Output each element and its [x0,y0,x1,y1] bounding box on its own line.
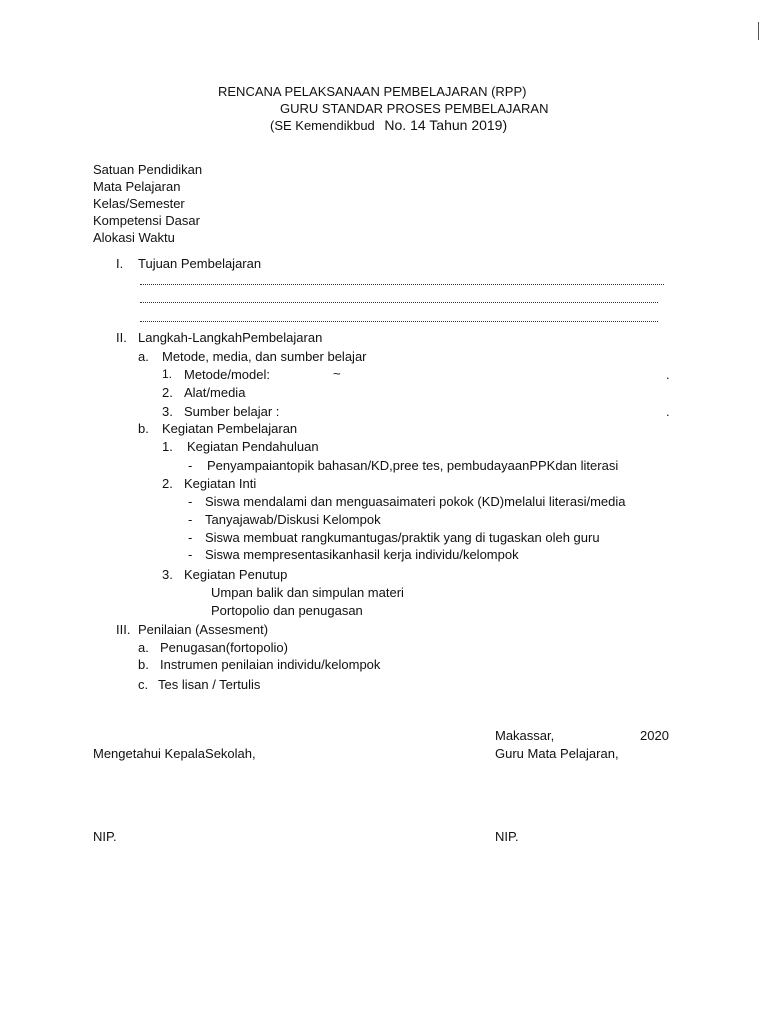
doc-subtitle: GURU STANDAR PROSES PEMBELAJARAN [280,101,549,116]
bullet-dash: - [188,512,193,527]
media-number: 2. [162,385,173,400]
bullet-dash: - [188,530,193,545]
section1-number: I. [116,256,124,271]
identity-time: Alokasi Waktu [93,230,175,245]
assessment-c-letter: c. [138,677,149,692]
signature-place: Makassar, [495,728,555,743]
core-title: Kegiatan Inti [184,476,257,491]
reference-prefix: (SE Kemendikbud [270,118,375,133]
assessment-b-letter: b. [138,657,149,672]
opening-number: 1. [162,439,173,454]
teacher-title: Guru Mata Pelajaran, [495,746,619,761]
principal-nip: NIP. [93,829,117,844]
bullet-dash: - [188,494,193,509]
media-label: Alat/media [184,385,246,400]
closing-item-1: Umpan balik dan simpulan materi [211,585,404,600]
section1-title: Tujuan Pembelajaran [138,256,262,271]
teacher-nip: NIP. [495,829,519,844]
section2-number: II. [116,330,127,345]
closing-title: Kegiatan Penutup [184,567,288,582]
closing-number: 3. [162,567,173,582]
assessment-b-text: Instrumen penilaian individu/kelompok [160,657,381,672]
reference-number: No. 14 Tahun 2019) [384,117,508,133]
core-item-1: Siswa mendalami dan menguasaimateri pokok (KD)melalui literasi/media [205,494,626,509]
section2b-letter: b. [138,421,149,436]
bullet-dash: - [188,547,193,562]
signature-year: 2020 [640,728,669,743]
dotted-line-2 [140,302,658,303]
method-tilde: ~ [333,366,341,381]
section2b-title: Kegiatan Pembelajaran [162,421,298,436]
dotted-line-3 [140,321,658,322]
core-item-2: Tanyajawab/Diskusi Kelompok [205,512,381,527]
bullet-dash: - [188,458,193,473]
opening-title: Kegiatan Pendahuluan [187,439,319,454]
principal-title: Mengetahui KepalaSekolah, [93,746,256,761]
section2a-letter: a. [138,349,149,364]
assessment-c-text: Tes lisan / Tertulis [158,677,261,692]
assessment-a-text: Penugasan(fortopolio) [160,640,288,655]
text-cursor-mark [758,22,759,40]
identity-school: Satuan Pendidikan [93,162,203,177]
opening-item: Penyampaiantopik bahasan/KD,pree tes, pembudayaanPPKdan literasi [207,458,619,473]
source-label: Sumber belajar : [184,404,280,419]
section2-title: Langkah-LangkahPembelajaran [138,330,323,345]
section3-title: Penilaian (Assesment) [138,622,269,637]
core-number: 2. [162,476,173,491]
doc-title: RENCANA PELAKSANAAN PEMBELAJARAN (RPP) [218,84,527,99]
source-end-dot: . [666,404,670,419]
method-end-dot: . [666,367,670,382]
identity-subject: Mata Pelajaran [93,179,181,194]
closing-item-2: Portopolio dan penugasan [211,603,363,618]
identity-class: Kelas/Semester [93,196,185,211]
doc-reference [270,118,507,133]
core-item-3: Siswa membuat rangkumantugas/praktik yang di tugaskan oleh guru [205,530,600,545]
method-number: 1. [162,367,173,381]
identity-competency: Kompetensi Dasar [93,213,200,228]
section3-number: III. [116,622,131,637]
assessment-a-letter: a. [138,640,149,655]
source-number: 3. [162,404,173,419]
core-item-4: Siswa mempresentasikanhasil kerja individu/kelompok [205,547,519,562]
section2a-title: Metode, media, dan sumber belajar [162,349,367,364]
dotted-line-1 [140,284,664,285]
method-label: Metode/model: [184,367,270,382]
